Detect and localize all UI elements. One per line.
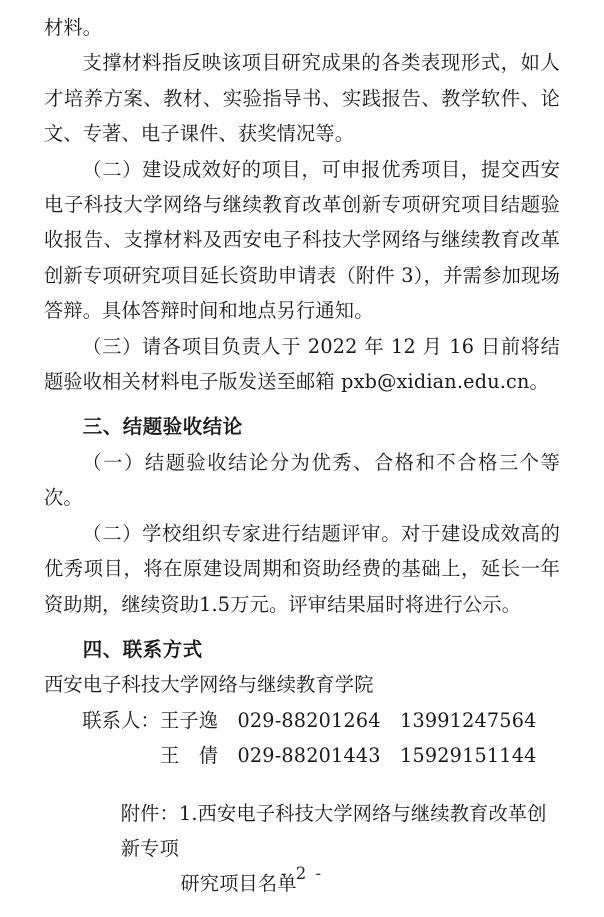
heading-section-four: 四、联系方式 [82, 637, 203, 661]
paragraph-item-two: （二）建设成效好的项目，可申报优秀项目，提交西安电子科技大学网络与继续教育改革创新专项研究项目结题验收报告、支撑材料及西安电子科技大学网络与继续教育改革创新专项研究项目延长资助申请表（附件 3），并需参加现场答辩。具体答辩时间和地点另行通知。 [44, 157, 560, 323]
attachment-line-2: 研究项目名单 [180, 872, 297, 896]
heading-section-three: 三、结题验收结论 [82, 415, 243, 439]
heading-spacer-2 [44, 622, 560, 632]
paragraph-support-materials: 支撑材料指反映该项目研究成果的各类表现形式，如人才培养方案、教材、实验指导书、实践报告、教学软件、论文、专著、电子课件、获奖情况等。 [44, 51, 560, 146]
paragraph-item-three: （三）请各项目负责人于 2022 年 12 月 16 日前将结题验收相关材料电子版发送至邮箱 pxb@xidian.edu.cn。 [44, 334, 560, 394]
heading-spacer-1 [44, 399, 560, 409]
page-number: - 2 - [280, 864, 324, 883]
top-spacer [44, 0, 560, 10]
attachment-spacer [44, 774, 560, 796]
paragraph-conclusion-one: （一）结题验收结论分为优秀、合格和不合格三个等次。 [44, 450, 560, 510]
contact-institution: 西安电子科技大学网络与继续教育学院 [44, 673, 374, 697]
contact-person-2: 王 倩 029-88201443 15929151144 [82, 744, 537, 768]
paragraph-conclusion-two: （二）学校组织专家进行结题评审。对于建设成效高的优秀项目，将在原建设周期和资助经费的基础上，延长一年资助期，继续资助1.5万元。评审结果届时将进行公示。 [44, 521, 560, 616]
attachment-line-1: 附件：1.西安电子科技大学网络与继续教育改革创新专项 [120, 801, 547, 860]
paragraph-continuation: 材料。 [44, 16, 103, 39]
contact-person-1: 联系人：王子逸 029-88201264 13991247564 [82, 708, 537, 732]
